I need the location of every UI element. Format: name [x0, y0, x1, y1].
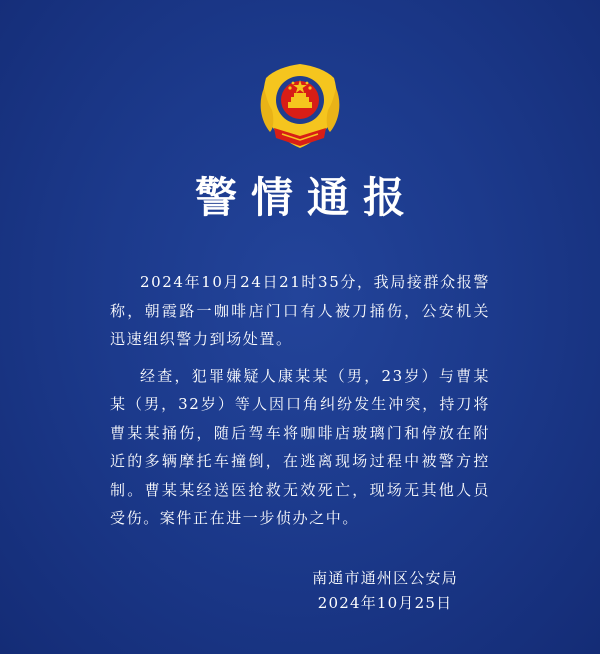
page-title: 警情通报 [194, 173, 419, 222]
issuer-name: 南通市通州区公安局 [312, 569, 458, 587]
issue-date: 2024年10月25日 [317, 594, 453, 612]
police-emblem-icon [254, 58, 346, 154]
paragraph-2: 经查，犯罪嫌疑人康某某（男，23岁）与曹某某（男，32岁）等人因口角纠纷发生冲突，持刀将曹某某捅伤，随后驾车将咖啡店玻璃门和停放在附近的多辆摩托车撞倒，在逃离现场过程中被警方控制。曹某某经送医抢救无效死亡，现场无其他人员受伤。案件正在进一步侦办之中。 [110, 366, 490, 527]
notice-body [110, 268, 490, 533]
paragraph-1: 2024年10月24日21时35分，我局接群众报警称，朝霞路一咖啡店门口有人被刀捅伤，公安机关迅速组织警力到场处置。 [110, 273, 490, 348]
